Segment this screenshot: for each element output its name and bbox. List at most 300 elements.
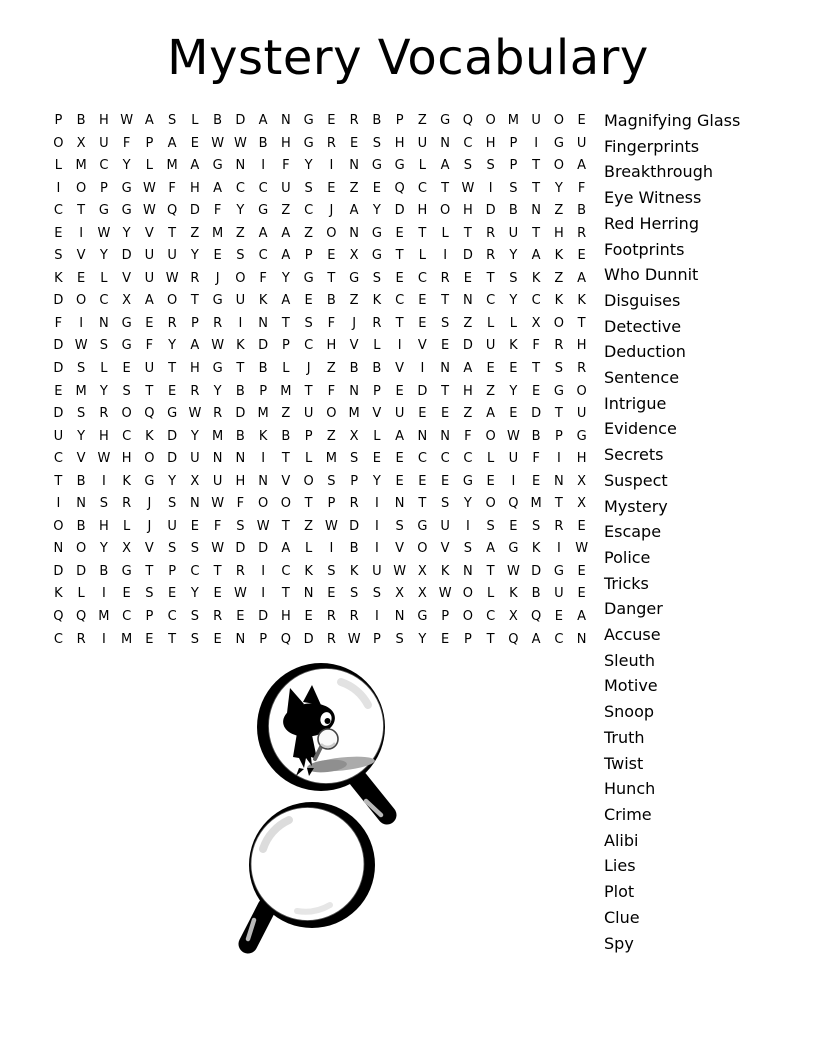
- grid-letter: R: [326, 609, 336, 625]
- grid-letter: E: [122, 361, 131, 377]
- grid-letter: K: [531, 541, 541, 557]
- grid-letter: U: [508, 451, 519, 467]
- grid-letter: S: [440, 315, 450, 331]
- grid-letter: V: [440, 541, 450, 557]
- grid-letter: T: [168, 361, 177, 377]
- grid-letter: E: [304, 293, 313, 309]
- grid-letter: E: [441, 473, 450, 489]
- grid-letter: M: [212, 225, 224, 241]
- grid-letter: I: [329, 158, 334, 174]
- grid-letter: B: [326, 293, 336, 309]
- grid-letter: K: [531, 270, 541, 286]
- grid-letter: D: [167, 451, 178, 467]
- grid-letter: R: [235, 563, 245, 579]
- grid-letter: T: [532, 158, 541, 174]
- word-list-item: Clue: [604, 907, 640, 927]
- grid-letter: K: [54, 270, 63, 286]
- grid-letter: U: [144, 361, 155, 377]
- word-list-item: Hunch: [604, 779, 656, 799]
- grid-letter: N: [258, 473, 268, 489]
- grid-letter: G: [121, 203, 132, 219]
- grid-letter: F: [168, 180, 176, 196]
- grid-letter: S: [76, 361, 86, 377]
- grid-letter: D: [53, 361, 64, 377]
- grid-letter: A: [281, 293, 291, 309]
- grid-letter: Z: [463, 315, 473, 331]
- grid-letter: L: [509, 315, 517, 331]
- grid-letter: X: [349, 248, 359, 264]
- grid-letter: W: [324, 518, 338, 534]
- grid-row: [47, 606, 593, 629]
- grid-letter: W: [256, 518, 270, 534]
- grid-letter: T: [486, 270, 495, 286]
- grid-letter: S: [167, 113, 177, 128]
- grid-letter: C: [99, 293, 109, 309]
- word-list-item: Danger: [604, 599, 663, 619]
- grid-letter: X: [531, 315, 541, 331]
- word-search-grid: [47, 110, 593, 651]
- grid-letter: T: [532, 225, 541, 241]
- grid-letter: S: [190, 541, 199, 557]
- grid-letter: W: [142, 180, 156, 196]
- grid-row: [47, 426, 593, 449]
- grid-letter: F: [122, 135, 131, 151]
- grid-letter: O: [121, 406, 132, 422]
- grid-letter: X: [122, 293, 132, 309]
- grid-row: [47, 133, 593, 156]
- grid-letter: L: [441, 225, 449, 241]
- grid-letter: C: [53, 451, 63, 467]
- grid-letter: E: [463, 270, 472, 286]
- grid-letter: F: [213, 518, 222, 534]
- grid-letter: F: [259, 270, 267, 286]
- grid-letter: S: [190, 609, 199, 625]
- grid-letter: Z: [554, 270, 564, 286]
- grid-letter: H: [98, 428, 109, 444]
- grid-letter: O: [462, 609, 473, 625]
- grid-letter: D: [235, 406, 246, 422]
- grid-letter: W: [438, 586, 452, 602]
- grid-letter: A: [281, 225, 291, 241]
- grid-letter: E: [532, 383, 541, 399]
- grid-letter: O: [76, 180, 87, 196]
- grid-letter: A: [144, 113, 154, 128]
- grid-letter: M: [325, 451, 337, 467]
- grid-letter: N: [235, 631, 246, 647]
- grid-letter: E: [577, 113, 586, 128]
- grid-letter: B: [281, 428, 291, 444]
- word-list-item: Fingerprints: [604, 136, 700, 156]
- grid-letter: N: [440, 135, 450, 151]
- grid-letter: T: [190, 293, 199, 309]
- grid-letter: C: [122, 609, 132, 625]
- grid-row: [47, 245, 593, 268]
- grid-letter: O: [485, 428, 496, 444]
- grid-letter: I: [79, 315, 84, 331]
- grid-letter: E: [168, 383, 177, 399]
- grid-letter: L: [100, 361, 108, 377]
- grid-letter: W: [461, 180, 475, 196]
- grid-letter: E: [441, 406, 450, 422]
- grid-letter: E: [54, 383, 63, 399]
- grid-letter: H: [462, 383, 473, 399]
- grid-letter: N: [417, 428, 428, 444]
- grid-letter: F: [213, 203, 222, 219]
- grid-letter: B: [76, 518, 86, 534]
- grid-letter: P: [145, 135, 154, 151]
- grid-letter: A: [258, 225, 268, 241]
- grid-letter: D: [258, 541, 269, 557]
- grid-letter: T: [441, 383, 450, 399]
- grid-letter: O: [576, 383, 587, 399]
- grid-letter: I: [534, 135, 539, 151]
- grid-letter: N: [258, 315, 268, 331]
- grid-letter: D: [53, 293, 64, 309]
- grid-letter: E: [122, 586, 131, 602]
- grid-letter: W: [347, 631, 361, 647]
- grid-letter: U: [99, 135, 109, 151]
- grid-letter: R: [486, 248, 496, 264]
- grid-row: [47, 493, 593, 516]
- grid-letter: G: [121, 563, 132, 579]
- grid-letter: R: [99, 406, 109, 422]
- grid-letter: L: [418, 158, 426, 174]
- grid-letter: N: [190, 496, 200, 512]
- grid-letter: V: [395, 361, 405, 377]
- grid-letter: X: [577, 473, 587, 489]
- grid-letter: Y: [168, 338, 177, 354]
- grid-letter: O: [76, 541, 87, 557]
- grid-letter: A: [281, 248, 291, 264]
- grid-letter: D: [349, 518, 360, 534]
- grid-letter: O: [440, 203, 451, 219]
- grid-letter: W: [506, 563, 520, 579]
- grid-letter: Y: [372, 203, 381, 219]
- grid-letter: P: [259, 631, 268, 647]
- grid-letter: O: [462, 586, 473, 602]
- grid-letter: E: [304, 609, 313, 625]
- word-list-item: Tricks: [604, 573, 649, 593]
- grid-letter: T: [486, 631, 495, 647]
- grid-row: [47, 381, 593, 404]
- grid-letter: N: [554, 473, 564, 489]
- grid-letter: D: [417, 383, 428, 399]
- grid-letter: D: [258, 609, 269, 625]
- word-list-item: Secrets: [604, 445, 664, 465]
- word-list-item: Footprints: [604, 239, 685, 259]
- grid-letter: A: [440, 158, 450, 174]
- grid-letter: W: [165, 270, 179, 286]
- grid-letter: Z: [190, 225, 200, 241]
- grid-letter: E: [168, 586, 177, 602]
- grid-letter: D: [76, 563, 87, 579]
- grid-letter: O: [553, 158, 564, 174]
- grid-letter: W: [97, 451, 111, 467]
- grid-letter: S: [509, 180, 518, 196]
- grid-letter: Y: [418, 631, 427, 647]
- grid-letter: S: [531, 518, 541, 534]
- grid-letter: S: [327, 563, 336, 579]
- grid-letter: M: [121, 631, 133, 647]
- cat-eye-glint: [324, 714, 326, 716]
- grid-letter: Z: [235, 225, 245, 241]
- grid-letter: S: [440, 496, 450, 512]
- grid-letter: V: [144, 541, 154, 557]
- grid-letter: D: [235, 541, 246, 557]
- grid-letter: C: [440, 451, 450, 467]
- grid-letter: U: [303, 406, 314, 422]
- grid-letter: N: [349, 225, 359, 241]
- grid-letter: K: [258, 428, 268, 444]
- grid-letter: G: [553, 383, 564, 399]
- grid-letter: E: [532, 473, 541, 489]
- grid-letter: G: [349, 270, 360, 286]
- grid-letter: B: [213, 113, 223, 128]
- grid-letter: T: [441, 293, 450, 309]
- word-list-item: Eye Witness: [604, 188, 702, 208]
- grid-letter: B: [349, 541, 359, 557]
- grid-letter: D: [462, 338, 473, 354]
- grid-letter: I: [329, 541, 334, 557]
- grid-letter: S: [486, 158, 495, 174]
- grid-letter: A: [349, 203, 359, 219]
- grid-letter: S: [509, 270, 518, 286]
- grid-letter: R: [190, 383, 200, 399]
- grid-letter: D: [462, 248, 473, 264]
- grid-letter: E: [486, 361, 495, 377]
- grid-letter: F: [577, 180, 586, 196]
- grid-letter: A: [463, 361, 473, 377]
- grid-letter: Q: [462, 113, 473, 128]
- grid-letter: F: [464, 428, 472, 444]
- grid-letter: T: [441, 180, 450, 196]
- word-list: [604, 108, 740, 956]
- grid-letter: A: [577, 158, 587, 174]
- grid-letter: H: [121, 451, 132, 467]
- grid-row: [47, 403, 593, 426]
- word-list-item: Mystery: [604, 496, 668, 516]
- grid-letter: H: [98, 113, 109, 128]
- grid-letter: I: [101, 631, 106, 647]
- grid-letter: P: [281, 338, 290, 354]
- grid-letter: E: [190, 518, 199, 534]
- grid-letter: N: [212, 451, 223, 467]
- grid-letter: C: [281, 563, 291, 579]
- grid-letter: Z: [463, 406, 473, 422]
- grid-letter: U: [531, 113, 541, 128]
- grid-letter: E: [372, 180, 381, 196]
- grid-letter: B: [235, 428, 245, 444]
- grid-letter: S: [349, 451, 359, 467]
- grid-row: [47, 471, 593, 494]
- grid-letter: S: [372, 270, 381, 286]
- grid-letter: B: [76, 113, 86, 128]
- grid-letter: M: [75, 383, 87, 399]
- grid-letter: E: [145, 631, 154, 647]
- grid-letter: B: [258, 135, 268, 151]
- grid-letter: U: [235, 293, 246, 309]
- grid-letter: T: [532, 180, 541, 196]
- grid-letter: Q: [508, 631, 519, 647]
- grid-letter: M: [507, 113, 519, 128]
- grid-letter: S: [304, 180, 313, 196]
- grid-letter: R: [577, 225, 587, 241]
- grid-letter: T: [281, 315, 290, 331]
- grid-letter: R: [372, 315, 382, 331]
- grid-letter: T: [213, 563, 222, 579]
- grid-letter: E: [213, 586, 222, 602]
- magnifier-illustrations: [220, 655, 420, 970]
- grid-letter: R: [122, 496, 132, 512]
- word-list-item: Sleuth: [604, 650, 655, 670]
- word-list-item: Motive: [604, 676, 658, 696]
- word-list-item: Accuse: [604, 625, 661, 645]
- grid-letter: V: [122, 270, 132, 286]
- grid-letter: I: [261, 451, 266, 467]
- grid-letter: I: [261, 563, 266, 579]
- grid-letter: A: [281, 541, 291, 557]
- grid-letter: O: [144, 451, 155, 467]
- word-list-item: Police: [604, 547, 651, 567]
- grid-letter: A: [190, 158, 200, 174]
- word-list-item: Escape: [604, 522, 662, 542]
- grid-letter: D: [485, 203, 496, 219]
- grid-letter: K: [258, 293, 268, 309]
- grid-letter: C: [395, 293, 405, 309]
- grid-letter: Y: [509, 293, 518, 309]
- grid-letter: E: [418, 293, 427, 309]
- grid-letter: O: [53, 135, 64, 151]
- grid-letter: W: [211, 338, 225, 354]
- grid-letter: I: [374, 518, 379, 534]
- grid-letter: Z: [304, 225, 314, 241]
- grid-letter: D: [189, 203, 200, 219]
- grid-letter: R: [213, 406, 223, 422]
- grid-letter: P: [99, 180, 108, 196]
- grid-letter: S: [327, 473, 336, 489]
- grid-letter: A: [258, 113, 268, 128]
- grid-letter: T: [145, 563, 154, 579]
- grid-letter: Z: [417, 113, 427, 128]
- grid-letter: N: [576, 631, 587, 647]
- grid-letter: G: [258, 203, 269, 219]
- grid-letter: Y: [554, 180, 563, 196]
- grid-letter: C: [486, 293, 496, 309]
- grid-row: [47, 155, 593, 178]
- grid-letter: L: [305, 541, 313, 557]
- word-list-item: Crime: [604, 804, 652, 824]
- word-list-item: Plot: [604, 882, 635, 902]
- grid-letter: C: [99, 158, 109, 174]
- grid-letter: L: [54, 158, 62, 174]
- grid-row: [47, 313, 593, 336]
- grid-letter: W: [233, 586, 247, 602]
- grid-letter: Y: [77, 428, 86, 444]
- grid-letter: V: [372, 406, 382, 422]
- grid-letter: N: [394, 609, 405, 625]
- grid-letter: Q: [508, 496, 519, 512]
- grid-letter: A: [577, 270, 587, 286]
- grid-letter: E: [190, 135, 199, 151]
- grid-letter: R: [349, 113, 359, 128]
- grid-letter: T: [54, 473, 63, 489]
- grid-letter: B: [508, 203, 518, 219]
- grid-letter: S: [395, 518, 404, 534]
- grid-letter: T: [395, 315, 404, 331]
- grid-letter: T: [304, 496, 313, 512]
- grid-letter: V: [281, 473, 291, 489]
- grid-letter: I: [488, 180, 493, 196]
- grid-letter: T: [418, 225, 427, 241]
- grid-letter: N: [440, 428, 450, 444]
- grid-letter: O: [553, 315, 564, 331]
- grid-letter: E: [236, 609, 245, 625]
- grid-letter: R: [349, 609, 359, 625]
- grid-letter: X: [190, 473, 200, 489]
- grid-letter: E: [327, 113, 336, 128]
- grid-letter: Y: [372, 473, 381, 489]
- grid-letter: H: [98, 518, 109, 534]
- grid-letter: M: [75, 158, 87, 174]
- grid-letter: I: [56, 496, 61, 512]
- grid-letter: E: [554, 609, 563, 625]
- grid-letter: S: [167, 496, 177, 512]
- grid-letter: W: [575, 541, 589, 557]
- grid-letter: F: [532, 338, 540, 354]
- grid-letter: G: [303, 135, 314, 151]
- grid-letter: D: [303, 631, 314, 647]
- magnifier-lens: [251, 808, 364, 921]
- grid-letter: T: [168, 225, 177, 241]
- grid-letter: C: [531, 293, 541, 309]
- grid-letter: S: [236, 518, 245, 534]
- grid-letter: C: [417, 180, 427, 196]
- grid-letter: H: [576, 338, 587, 354]
- grid-letter: Y: [190, 586, 199, 602]
- grid-letter: K: [509, 586, 518, 602]
- grid-letter: E: [213, 248, 222, 264]
- grid-letter: H: [235, 473, 246, 489]
- grid-letter: P: [509, 158, 518, 174]
- grid-letter: G: [98, 203, 109, 219]
- grid-letter: P: [463, 631, 472, 647]
- grid-letter: I: [374, 609, 379, 625]
- grid-letter: H: [394, 135, 405, 151]
- word-list-item: Evidence: [604, 419, 677, 439]
- grid-letter: T: [281, 586, 290, 602]
- grid-letter: L: [305, 451, 313, 467]
- grid-letter: U: [485, 338, 496, 354]
- grid-letter: O: [303, 473, 314, 489]
- grid-letter: C: [463, 135, 473, 151]
- grid-letter: T: [532, 361, 541, 377]
- grid-letter: E: [213, 631, 222, 647]
- grid-letter: G: [212, 361, 223, 377]
- grid-letter: E: [418, 473, 427, 489]
- grid-letter: K: [304, 563, 313, 579]
- grid-letter: Y: [190, 428, 199, 444]
- grid-letter: C: [190, 563, 200, 579]
- grid-letter: P: [509, 135, 518, 151]
- grid-letter: Z: [349, 180, 359, 196]
- grid-letter: I: [238, 315, 243, 331]
- grid-letter: W: [211, 135, 225, 151]
- grid-letter: Y: [99, 541, 108, 557]
- grid-letter: I: [556, 451, 561, 467]
- grid-row: [47, 516, 593, 539]
- grid-letter: U: [190, 451, 200, 467]
- grid-letter: A: [486, 406, 496, 422]
